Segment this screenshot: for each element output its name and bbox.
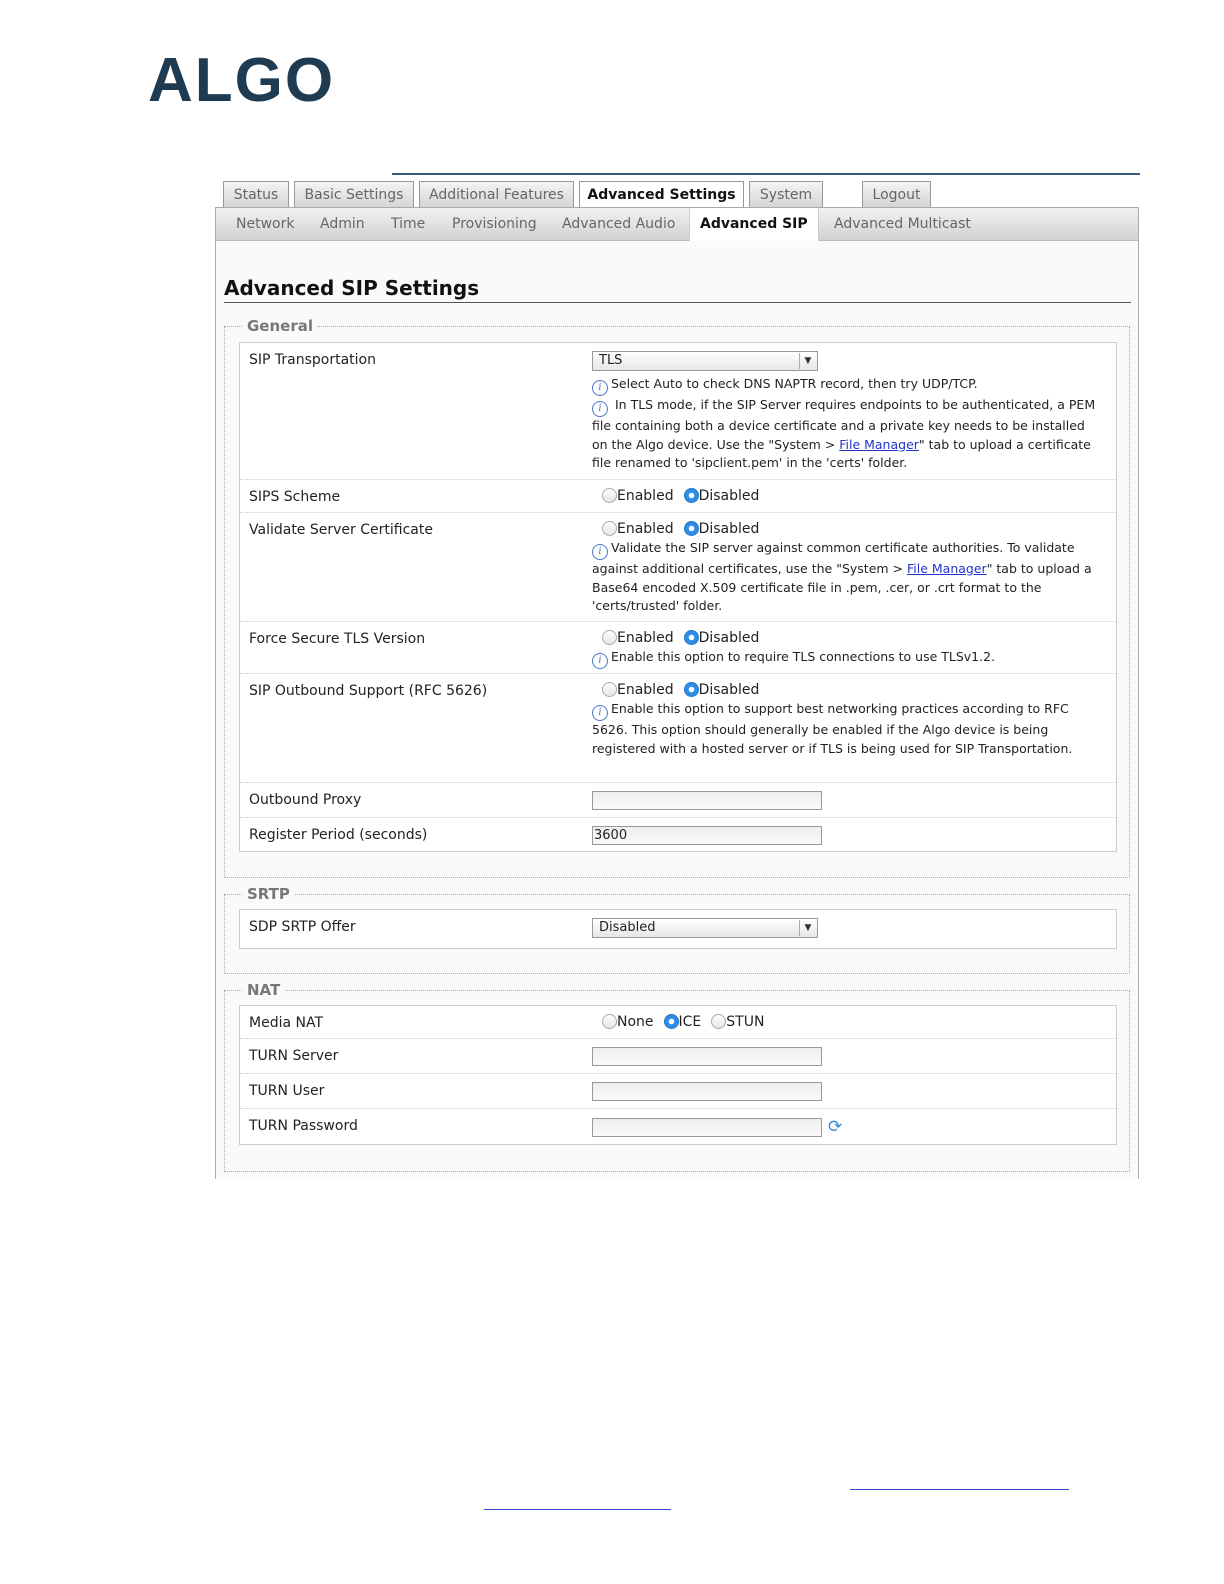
outbound-support-enabled-radio[interactable] — [602, 682, 617, 697]
refresh-icon[interactable]: ⟳ — [828, 1117, 843, 1137]
sip-transportation-row — [240, 343, 1116, 480]
validate-cert-enabled-radio[interactable] — [602, 521, 617, 536]
force-tls-row — [240, 622, 1116, 674]
sdp-srtp-offer-label: SDP SRTP Offer — [249, 919, 356, 935]
validate-cert-help-text: Validate the SIP server against common certificate authorities. To validate against additional certificates, use the "System > — [592, 540, 1075, 576]
outbound-proxy-label: Outbound Proxy — [249, 792, 362, 808]
sub-navigation — [216, 208, 1138, 241]
settings-panel — [215, 207, 1139, 1179]
nat-box — [239, 1005, 1117, 1145]
outbound-support-disabled-label: Disabled — [698, 682, 760, 698]
sip-transportation-help-tls: In TLS mode, if the SIP Server requires endpoints to be authenticated, a PEM file containing both a device certificate and a private key needs to be installed on the Algo device. Use the "System > — [592, 397, 1096, 452]
chevron-down-icon: ▼ — [799, 920, 816, 936]
register-period-row — [240, 818, 1116, 851]
force-tls-label: Force Secure TLS Version — [249, 631, 426, 647]
outbound-support-help-text: Enable this option to support best networking practices according to RFC 5626. This option should generally be enabled if the Algo device is being registered with a hosted server or if TLS is being used for SIP Transportation. — [592, 701, 1073, 756]
turn-user-label: TURN User — [249, 1083, 325, 1099]
subtab-advanced-audio[interactable]: Advanced Audio — [562, 216, 676, 232]
validate-cert-enabled-label: Enabled — [617, 521, 674, 537]
footer-link-underline — [850, 1489, 1069, 1490]
nat-section — [224, 981, 1130, 1172]
subtab-advanced-multicast[interactable]: Advanced Multicast — [834, 216, 971, 232]
turn-server-input[interactable] — [592, 1047, 822, 1066]
subtab-provisioning[interactable]: Provisioning — [452, 216, 537, 232]
sips-scheme-disabled-label: Disabled — [698, 488, 760, 504]
turn-password-input[interactable] — [592, 1118, 822, 1137]
subtab-time[interactable]: Time — [391, 216, 426, 232]
sip-transportation-help — [592, 375, 1097, 473]
sips-scheme-enabled-radio[interactable] — [602, 488, 617, 503]
footer-link-underline — [484, 1509, 671, 1510]
tab-additional-features[interactable]: Additional Features — [419, 181, 574, 208]
chevron-down-icon: ▼ — [799, 353, 816, 369]
register-period-label: Register Period (seconds) — [249, 827, 428, 843]
validate-cert-disabled-radio[interactable] — [684, 521, 699, 536]
info-icon: i — [592, 401, 608, 417]
srtp-legend: SRTP — [243, 884, 294, 904]
force-tls-disabled-radio[interactable] — [684, 630, 699, 645]
sip-transportation-help-tls-end: " tab to upload a certificate file renamed to 'sipclient.pem' in the 'certs' folder. — [592, 436, 1091, 470]
info-icon: i — [592, 380, 608, 396]
header-rule — [392, 173, 1140, 175]
sdp-srtp-offer-select[interactable] — [592, 918, 818, 938]
turn-user-input[interactable] — [592, 1082, 822, 1101]
validate-cert-label: Validate Server Certificate — [249, 522, 433, 538]
file-manager-link[interactable]: File Manager — [839, 436, 919, 452]
outbound-proxy-input[interactable] — [592, 791, 822, 810]
subtab-advanced-sip[interactable]: Advanced SIP — [689, 208, 819, 241]
info-icon: i — [592, 653, 608, 669]
media-nat-none-label: None — [617, 1014, 654, 1030]
force-tls-enabled-label: Enabled — [617, 630, 674, 646]
media-nat-none-radio[interactable] — [602, 1014, 617, 1029]
force-tls-help-text: Enable this option to require TLS connections to use TLSv1.2. — [611, 649, 996, 664]
force-tls-help — [592, 648, 1097, 669]
validate-cert-help — [592, 539, 1097, 616]
media-nat-ice-radio[interactable] — [664, 1014, 679, 1029]
title-divider — [224, 302, 1131, 303]
force-tls-enabled-radio[interactable] — [602, 630, 617, 645]
turn-password-row — [240, 1109, 1116, 1144]
sdp-srtp-offer-row — [240, 910, 1116, 948]
file-manager-link[interactable]: File Manager — [907, 561, 987, 576]
info-icon: i — [592, 705, 608, 721]
outbound-support-enabled-label: Enabled — [617, 682, 674, 698]
sip-transportation-value: TLS — [599, 353, 623, 368]
subtab-network[interactable]: Network — [236, 216, 295, 232]
tab-system[interactable]: System — [749, 181, 823, 208]
media-nat-stun-radio[interactable] — [711, 1014, 726, 1029]
general-legend: General — [243, 316, 317, 336]
outbound-proxy-row — [240, 783, 1116, 818]
turn-server-row — [240, 1039, 1116, 1074]
sdp-srtp-offer-value: Disabled — [599, 920, 656, 935]
srtp-box — [239, 909, 1117, 949]
info-icon: i — [592, 544, 608, 560]
sips-scheme-label: SIPS Scheme — [249, 489, 341, 505]
turn-server-label: TURN Server — [249, 1048, 339, 1064]
nat-legend: NAT — [243, 980, 284, 1000]
sip-transportation-select[interactable] — [592, 351, 818, 371]
srtp-section — [224, 885, 1130, 974]
outbound-support-label: SIP Outbound Support (RFC 5626) — [249, 683, 488, 699]
algo-logo: ALGO — [148, 46, 336, 115]
subtab-admin[interactable]: Admin — [320, 216, 365, 232]
sips-scheme-enabled-label: Enabled — [617, 488, 674, 504]
turn-user-row — [240, 1074, 1116, 1109]
media-nat-ice-label: ICE — [678, 1014, 702, 1030]
outbound-support-help — [592, 700, 1097, 758]
register-period-input[interactable]: 3600 — [592, 826, 822, 845]
sips-scheme-row — [240, 480, 1116, 513]
tab-logout[interactable]: Logout — [862, 181, 931, 208]
turn-password-label: TURN Password — [249, 1118, 358, 1134]
validate-cert-disabled-label: Disabled — [698, 521, 760, 537]
outbound-support-row — [240, 674, 1116, 783]
sip-transportation-label: SIP Transportation — [249, 352, 376, 368]
media-nat-row — [240, 1006, 1116, 1039]
outbound-support-disabled-radio[interactable] — [684, 682, 699, 697]
page-title: Advanced SIP Settings — [224, 276, 480, 300]
general-box — [239, 342, 1117, 852]
validate-cert-row — [240, 513, 1116, 622]
media-nat-stun-label: STUN — [726, 1014, 765, 1030]
validate-cert-help-end: " tab to upload a Base64 encoded X.509 certificate file in .pem, .cer, or .crt format to the 'certs/trusted' folder. — [592, 561, 1092, 613]
force-tls-disabled-label: Disabled — [698, 630, 760, 646]
general-section — [224, 317, 1130, 878]
media-nat-label: Media NAT — [249, 1015, 324, 1031]
tab-advanced-settings[interactable]: Advanced Settings — [579, 181, 744, 210]
sip-transportation-help-auto: Select Auto to check DNS NAPTR record, then try UDP/TCP. — [611, 376, 978, 391]
tab-status[interactable]: Status — [223, 181, 289, 208]
tab-basic-settings[interactable]: Basic Settings — [294, 181, 414, 208]
sips-scheme-disabled-radio[interactable] — [684, 488, 699, 503]
